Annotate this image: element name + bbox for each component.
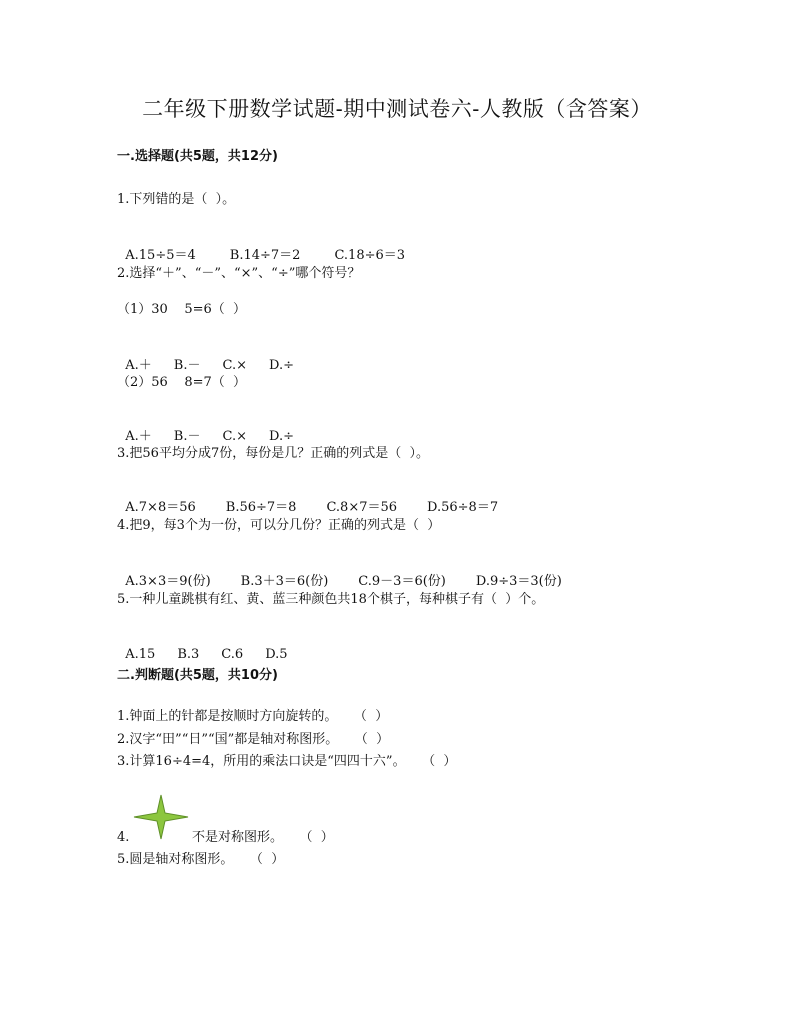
option-b: B.3＋3＝6(份) xyxy=(240,574,329,589)
four-point-star-icon xyxy=(133,794,189,840)
option-c: C.18÷6＝3 xyxy=(334,248,406,263)
question-5-options xyxy=(117,628,310,664)
question-2-sub2: （2）56 8=7（ ） xyxy=(117,375,247,390)
question-5-stem: 5.一种儿童跳棋有红、黄、蓝三种颜色共18个棋子，每种棋子有（ ）个。 xyxy=(117,592,545,607)
option-a: A.＋ xyxy=(125,429,152,444)
question-3-options xyxy=(117,481,528,517)
question-4-stem: 4.把9，每3个为一份，可以分几份？正确的列式是（ ） xyxy=(117,518,441,533)
judge-item-2: 2.汉字“田”“日”“国”都是轴对称图形。 （ ） xyxy=(117,732,390,747)
option-a: A.15 xyxy=(125,647,156,662)
option-c: C.× xyxy=(222,358,247,373)
question-2-sub1-options xyxy=(117,339,316,375)
question-2-sub1: （1）30 5=6（ ） xyxy=(117,302,247,317)
question-1-stem: 1.下列错的是（ ）。 xyxy=(117,192,236,207)
option-d: D.56÷8＝7 xyxy=(427,500,499,515)
option-a: A.7×8＝56 xyxy=(125,500,196,515)
option-d: D.÷ xyxy=(269,429,294,444)
option-d: D.9÷3＝3(份) xyxy=(475,574,562,589)
judge-item-1: 1.钟面上的针都是按顺时方向旋转的。 （ ） xyxy=(117,709,389,724)
option-a: A.＋ xyxy=(125,358,152,373)
option-b: B.－ xyxy=(173,429,201,444)
option-c: C.9－3＝6(份) xyxy=(358,574,446,589)
question-3-stem: 3.把56平均分成7份，每份是几？正确的列式是（ ）。 xyxy=(117,446,429,461)
judge-item-4-text: 不是对称图形。 （ ） xyxy=(192,830,334,845)
option-b: B.56÷7＝8 xyxy=(225,500,297,515)
option-c: C.8×7＝56 xyxy=(326,500,398,515)
question-4-options xyxy=(117,555,592,591)
section-heading-choice: 一.选择题(共5题，共12分) xyxy=(117,149,278,164)
option-c: C.6 xyxy=(221,647,244,662)
option-b: B.14÷7＝2 xyxy=(229,248,301,263)
option-c: C.× xyxy=(222,429,247,444)
question-2-stem: 2.选择“＋”、“－”、“×”、“÷”哪个符号？ xyxy=(117,266,361,281)
option-d: D.÷ xyxy=(269,358,294,373)
section-heading-judge: 二.判断题(共5题，共10分) xyxy=(117,668,278,683)
option-b: B.3 xyxy=(177,647,200,662)
page-title: 二年级下册数学试题-期中测试卷六-人教版（含答案） xyxy=(142,97,652,121)
option-a: A.3×3＝9(份) xyxy=(125,574,211,589)
option-d: D.5 xyxy=(265,647,288,662)
option-a: A.15÷5＝4 xyxy=(125,248,196,263)
judge-item-4-number: 4. xyxy=(117,830,130,845)
judge-item-5: 5.圆是轴对称图形。 （ ） xyxy=(117,852,285,867)
judge-item-3: 3.计算16÷4=4，所用的乘法口诀是“四四十六”。 （ ） xyxy=(117,754,457,769)
question-2-sub2-options xyxy=(117,410,316,446)
question-1-options xyxy=(117,229,439,265)
option-b: B.－ xyxy=(173,358,201,373)
